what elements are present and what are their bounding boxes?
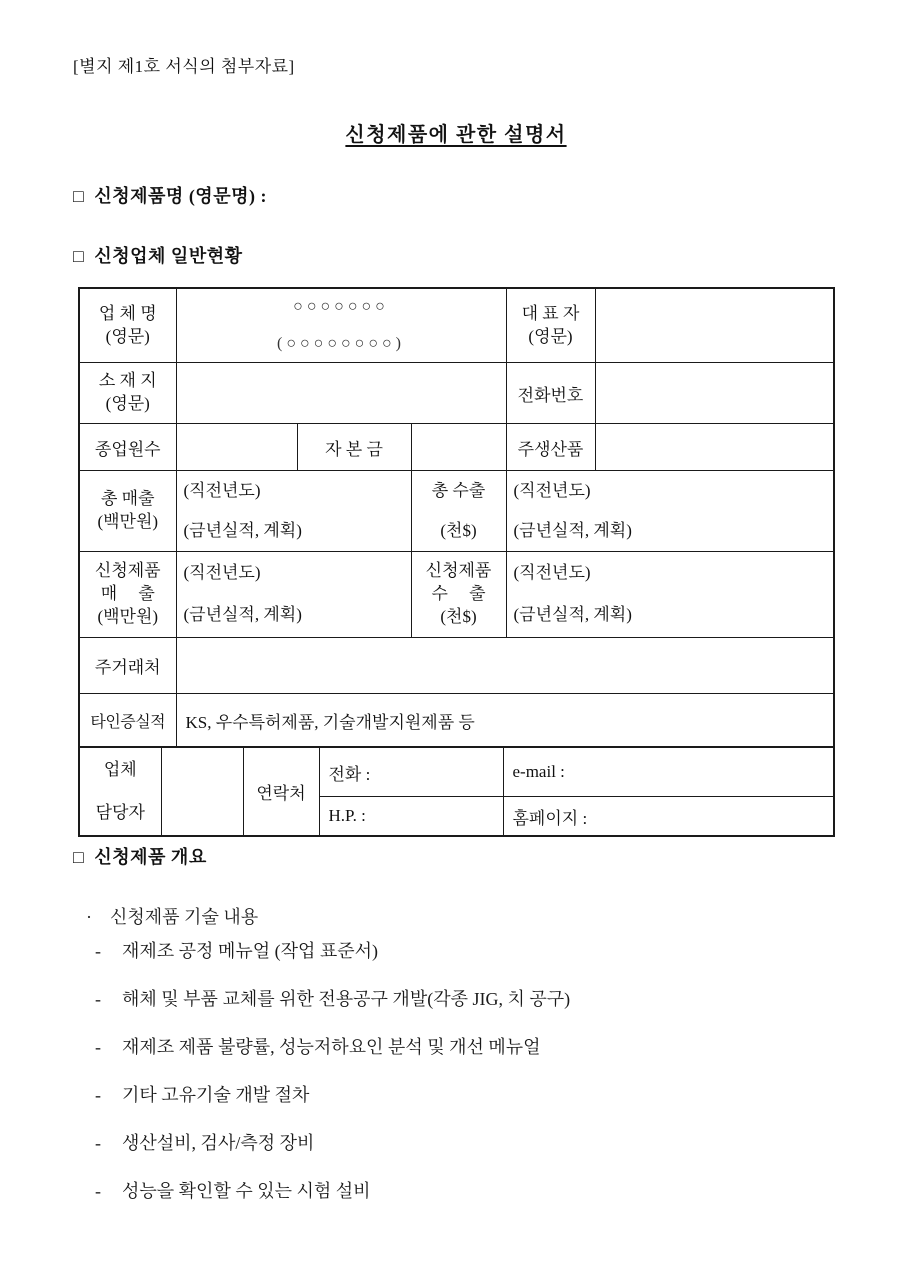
- customers-label: 주거래처: [79, 638, 176, 694]
- tech-content-heading: [86, 903, 258, 929]
- section-product-summary: [73, 843, 207, 869]
- list-item-text: 해체 및 부품 교체를 위한 전용공구 개발(각종 JIG, 치 공구): [122, 989, 571, 1009]
- list-item-text: 성능을 확인할 수 있는 시험 설비: [122, 1181, 371, 1201]
- email-label: e-mail :: [503, 747, 834, 797]
- product-sales-label: 신청제품 매 출 (백만원): [79, 552, 176, 638]
- list-item-text: 재제조 공정 메뉴얼 (작업 표준서): [122, 941, 379, 961]
- address-label: 소 재 지 (영문): [79, 363, 176, 424]
- annex-note: [별지 제1호 서식의 첨부자료]: [73, 57, 295, 76]
- phone-value-cell: [595, 363, 834, 424]
- section-company-overview: [73, 242, 242, 268]
- dash-icon: -: [95, 1133, 101, 1153]
- manager-label: 업체 담당자: [79, 747, 161, 836]
- list-item-text: 생산설비, 검사/측정 장비: [122, 1133, 315, 1153]
- phone-label: 전화번호: [506, 363, 595, 424]
- list-item: [95, 988, 795, 1010]
- customers-value-cell: [176, 638, 834, 694]
- checkbox-icon: □: [73, 847, 85, 867]
- address-value-cell: [176, 363, 506, 424]
- ceo-value-cell: [595, 288, 834, 363]
- dash-icon: -: [95, 989, 101, 1009]
- checkbox-icon: □: [73, 246, 85, 266]
- dash-icon: -: [95, 1085, 101, 1105]
- product-sales-value-cell: (직전년도) (금년실적, 계획): [176, 552, 411, 638]
- table-row: [79, 363, 834, 424]
- table-row: [79, 424, 834, 471]
- tech-item-list: [95, 940, 795, 1228]
- product-export-value-cell: (직전년도) (금년실적, 계획): [506, 552, 834, 638]
- certifications-label: 타인증실적: [79, 694, 176, 748]
- section-product-name-label: 신청제품명 (영문명) :: [94, 186, 267, 206]
- total-sales-value-cell: (직전년도) (금년실적, 계획): [176, 471, 411, 552]
- company-info-table: [78, 287, 835, 837]
- page-title: [0, 118, 912, 147]
- table-row: [79, 638, 834, 694]
- certifications-value: KS, 우수특허제품, 기술개발지원제품 등: [176, 694, 834, 748]
- list-item: [95, 1084, 795, 1106]
- list-item: [95, 1132, 795, 1154]
- manager-name-cell: [161, 747, 243, 836]
- tel-label: 전화 :: [319, 747, 503, 797]
- table-row: [79, 288, 834, 363]
- section-company-overview-label: 신청업체 일반현황: [94, 246, 243, 266]
- section-product-summary-label: 신청제품 개요: [94, 847, 207, 867]
- company-info-table-main: [78, 287, 835, 748]
- page-title-text: 신청제품에 관한 설명서: [345, 124, 567, 146]
- employees-value-cell: [176, 424, 297, 471]
- checkbox-icon: □: [73, 186, 85, 206]
- tech-content-heading-label: 신청제품 기술 내용: [110, 907, 259, 927]
- list-item: [95, 940, 795, 962]
- company-name-value-cell: ○○○○○○○ (○○○○○○○○): [176, 288, 506, 363]
- capital-label: 자 본 금: [297, 424, 411, 471]
- list-item-text: 기타 고유기술 개발 절차: [122, 1085, 310, 1105]
- contact-label: 연락처: [243, 747, 319, 836]
- ceo-label: 대 표 자 (영문): [506, 288, 595, 363]
- hp-label: H.P. :: [319, 797, 503, 837]
- dash-icon: -: [95, 1037, 101, 1057]
- capital-value-cell: [411, 424, 506, 471]
- dash-icon: -: [95, 941, 101, 961]
- bullet-icon: ·: [86, 907, 92, 927]
- list-item-text: 재제조 제품 불량률, 성능저하요인 분석 및 개선 메뉴얼: [122, 1037, 541, 1057]
- table-row: [79, 694, 834, 748]
- total-sales-label: 총 매출 (백만원): [79, 471, 176, 552]
- dash-icon: -: [95, 1181, 101, 1201]
- company-contact-table: [78, 746, 835, 837]
- employees-label: 종업원수: [79, 424, 176, 471]
- total-export-label: 총 수출 (천$): [411, 471, 506, 552]
- section-product-name: [73, 182, 267, 208]
- table-row: [79, 552, 834, 638]
- main-product-value-cell: [595, 424, 834, 471]
- company-name-label: 업 체 명 (영문): [79, 288, 176, 363]
- homepage-label: 홈페이지 :: [503, 797, 834, 837]
- table-row: [79, 747, 834, 797]
- list-item: [95, 1180, 795, 1202]
- list-item: [95, 1036, 795, 1058]
- product-export-label: 신청제품 수 출 (천$): [411, 552, 506, 638]
- table-row: [79, 471, 834, 552]
- total-export-value-cell: (직전년도) (금년실적, 계획): [506, 471, 834, 552]
- main-product-label: 주생산품: [506, 424, 595, 471]
